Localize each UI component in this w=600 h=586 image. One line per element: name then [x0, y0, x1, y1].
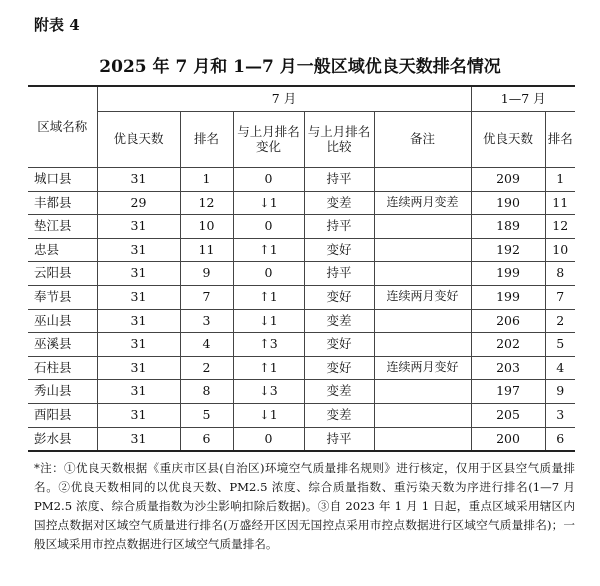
- note-cell: 连续两月变差: [374, 191, 471, 215]
- rank-cell: 7: [180, 285, 233, 309]
- note-cell: [374, 403, 471, 427]
- rank-compare-cell: 变好: [304, 356, 374, 380]
- good-days-cum-cell: 197: [471, 380, 545, 404]
- county-cell: 彭水县: [28, 427, 97, 451]
- note-cell: [374, 309, 471, 333]
- good-days-cell: 31: [97, 403, 180, 427]
- header-good-days-cum: 优良天数: [471, 112, 545, 168]
- header-rank-cum: 排名: [545, 112, 575, 168]
- county-cell: 酉阳县: [28, 403, 97, 427]
- note-cell: [374, 333, 471, 357]
- table-row: [28, 191, 575, 215]
- good-days-cell: 31: [97, 427, 180, 451]
- header-region: 区域名称: [28, 86, 97, 168]
- rank-compare-cell: 持平: [304, 427, 374, 451]
- table-row: [28, 356, 575, 380]
- rank-compare-cell: 变差: [304, 309, 374, 333]
- rank-compare-cell: 变差: [304, 403, 374, 427]
- rank-change-cell: ↓1: [233, 403, 304, 427]
- rank-compare-cell: 持平: [304, 262, 374, 286]
- header-rank: 排名: [180, 112, 233, 168]
- rank-compare-cell: 变好: [304, 285, 374, 309]
- rank-cum-cell: 12: [545, 215, 575, 239]
- note-cell: [374, 238, 471, 262]
- good-days-cum-cell: 199: [471, 262, 545, 286]
- ranking-table: [28, 85, 575, 452]
- rank-change-cell: ↑1: [233, 285, 304, 309]
- good-days-cum-cell: 199: [471, 285, 545, 309]
- header-month: 7 月: [97, 86, 471, 112]
- note-cell: [374, 215, 471, 239]
- rank-cell: 6: [180, 427, 233, 451]
- table-row: [28, 262, 575, 286]
- rank-cum-cell: 3: [545, 403, 575, 427]
- table-row: [28, 309, 575, 333]
- county-cell: 垫江县: [28, 215, 97, 239]
- rank-cell: 5: [180, 403, 233, 427]
- rank-cell: 3: [180, 309, 233, 333]
- table-row: [28, 215, 575, 239]
- header-rank-compare: 与上月排名比较: [304, 112, 374, 168]
- good-days-cum-cell: 206: [471, 309, 545, 333]
- rank-change-cell: ↓1: [233, 191, 304, 215]
- rank-cell: 11: [180, 238, 233, 262]
- table-row: [28, 168, 575, 192]
- good-days-cum-cell: 202: [471, 333, 545, 357]
- good-days-cum-cell: 189: [471, 215, 545, 239]
- good-days-cell: 31: [97, 333, 180, 357]
- rank-cum-cell: 9: [545, 380, 575, 404]
- good-days-cell: 31: [97, 380, 180, 404]
- header-good-days: 优良天数: [97, 112, 180, 168]
- rank-cum-cell: 11: [545, 191, 575, 215]
- good-days-cum-cell: 190: [471, 191, 545, 215]
- table-row: [28, 403, 575, 427]
- rank-cell: 1: [180, 168, 233, 192]
- good-days-cum-cell: 203: [471, 356, 545, 380]
- table-row: [28, 427, 575, 451]
- rank-compare-cell: 持平: [304, 168, 374, 192]
- note-cell: [374, 262, 471, 286]
- table-row: [28, 238, 575, 262]
- rank-compare-cell: 变好: [304, 333, 374, 357]
- county-cell: 城口县: [28, 168, 97, 192]
- rank-cum-cell: 4: [545, 356, 575, 380]
- header-cumulative: 1—7 月: [471, 86, 575, 112]
- rank-change-cell: 0: [233, 262, 304, 286]
- table-title: 2025 年 7 月和 1—7 月一般区域优良天数排名情况: [99, 57, 501, 77]
- rank-change-cell: ↑1: [233, 238, 304, 262]
- note-cell: [374, 380, 471, 404]
- county-cell: 石柱县: [28, 356, 97, 380]
- good-days-cell: 29: [97, 191, 180, 215]
- county-cell: 丰都县: [28, 191, 97, 215]
- county-cell: 云阳县: [28, 262, 97, 286]
- note-cell: 连续两月变好: [374, 285, 471, 309]
- good-days-cum-cell: 192: [471, 238, 545, 262]
- rank-compare-cell: 变差: [304, 191, 374, 215]
- rank-change-cell: 0: [233, 427, 304, 451]
- good-days-cum-cell: 209: [471, 168, 545, 192]
- annex-label: 附表 4: [34, 16, 80, 34]
- footnotes: *注：①优良天数根据《重庆市区县(自治区)环境空气质量排名规则》进行核定，仅用于区县空气质量排名。②优良天数相同的以优良天数、PM2.5 浓度、综合质量指数、重污染天数为序进行排名(1—7 月 PM2.5 浓度、综合质量指数为沙尘影响扣除后数据)。③自 2023 年 1 月 1 日起，重点区域采用辖区内国控点数据对区域空气质量进行排名(万盛经开区因无国控点采用市控点数据进行区域空气质量排名)；一般区域采用市控点数据进行区域空气质量排名。: [34, 461, 575, 551]
- rank-cum-cell: 2: [545, 309, 575, 333]
- rank-compare-cell: 变好: [304, 238, 374, 262]
- rank-cum-cell: 8: [545, 262, 575, 286]
- rank-cum-cell: 1: [545, 168, 575, 192]
- county-cell: 忠县: [28, 238, 97, 262]
- good-days-cum-cell: 200: [471, 427, 545, 451]
- good-days-cell: 31: [97, 309, 180, 333]
- county-cell: 巫山县: [28, 309, 97, 333]
- county-cell: 秀山县: [28, 380, 97, 404]
- rank-change-cell: 0: [233, 168, 304, 192]
- rank-change-cell: ↑3: [233, 333, 304, 357]
- note-cell: [374, 168, 471, 192]
- table-row: [28, 380, 575, 404]
- rank-cum-cell: 7: [545, 285, 575, 309]
- rank-cum-cell: 10: [545, 238, 575, 262]
- rank-cum-cell: 6: [545, 427, 575, 451]
- good-days-cum-cell: 205: [471, 403, 545, 427]
- good-days-cell: 31: [97, 285, 180, 309]
- rank-cell: 12: [180, 191, 233, 215]
- note-cell: 连续两月变好: [374, 356, 471, 380]
- rank-cell: 4: [180, 333, 233, 357]
- good-days-cell: 31: [97, 215, 180, 239]
- rank-cell: 8: [180, 380, 233, 404]
- good-days-cell: 31: [97, 262, 180, 286]
- good-days-cell: 31: [97, 168, 180, 192]
- table-row: [28, 333, 575, 357]
- header-rank-change: 与上月排名变化: [233, 112, 304, 168]
- table-row: [28, 285, 575, 309]
- rank-change-cell: ↑1: [233, 356, 304, 380]
- rank-compare-cell: 持平: [304, 215, 374, 239]
- rank-cell: 2: [180, 356, 233, 380]
- county-cell: 奉节县: [28, 285, 97, 309]
- rank-cum-cell: 5: [545, 333, 575, 357]
- rank-change-cell: ↓3: [233, 380, 304, 404]
- rank-compare-cell: 变差: [304, 380, 374, 404]
- good-days-cell: 31: [97, 356, 180, 380]
- rank-change-cell: 0: [233, 215, 304, 239]
- rank-cell: 9: [180, 262, 233, 286]
- note-cell: [374, 427, 471, 451]
- county-cell: 巫溪县: [28, 333, 97, 357]
- good-days-cell: 31: [97, 238, 180, 262]
- header-note: 备注: [374, 112, 471, 168]
- rank-change-cell: ↓1: [233, 309, 304, 333]
- rank-cell: 10: [180, 215, 233, 239]
